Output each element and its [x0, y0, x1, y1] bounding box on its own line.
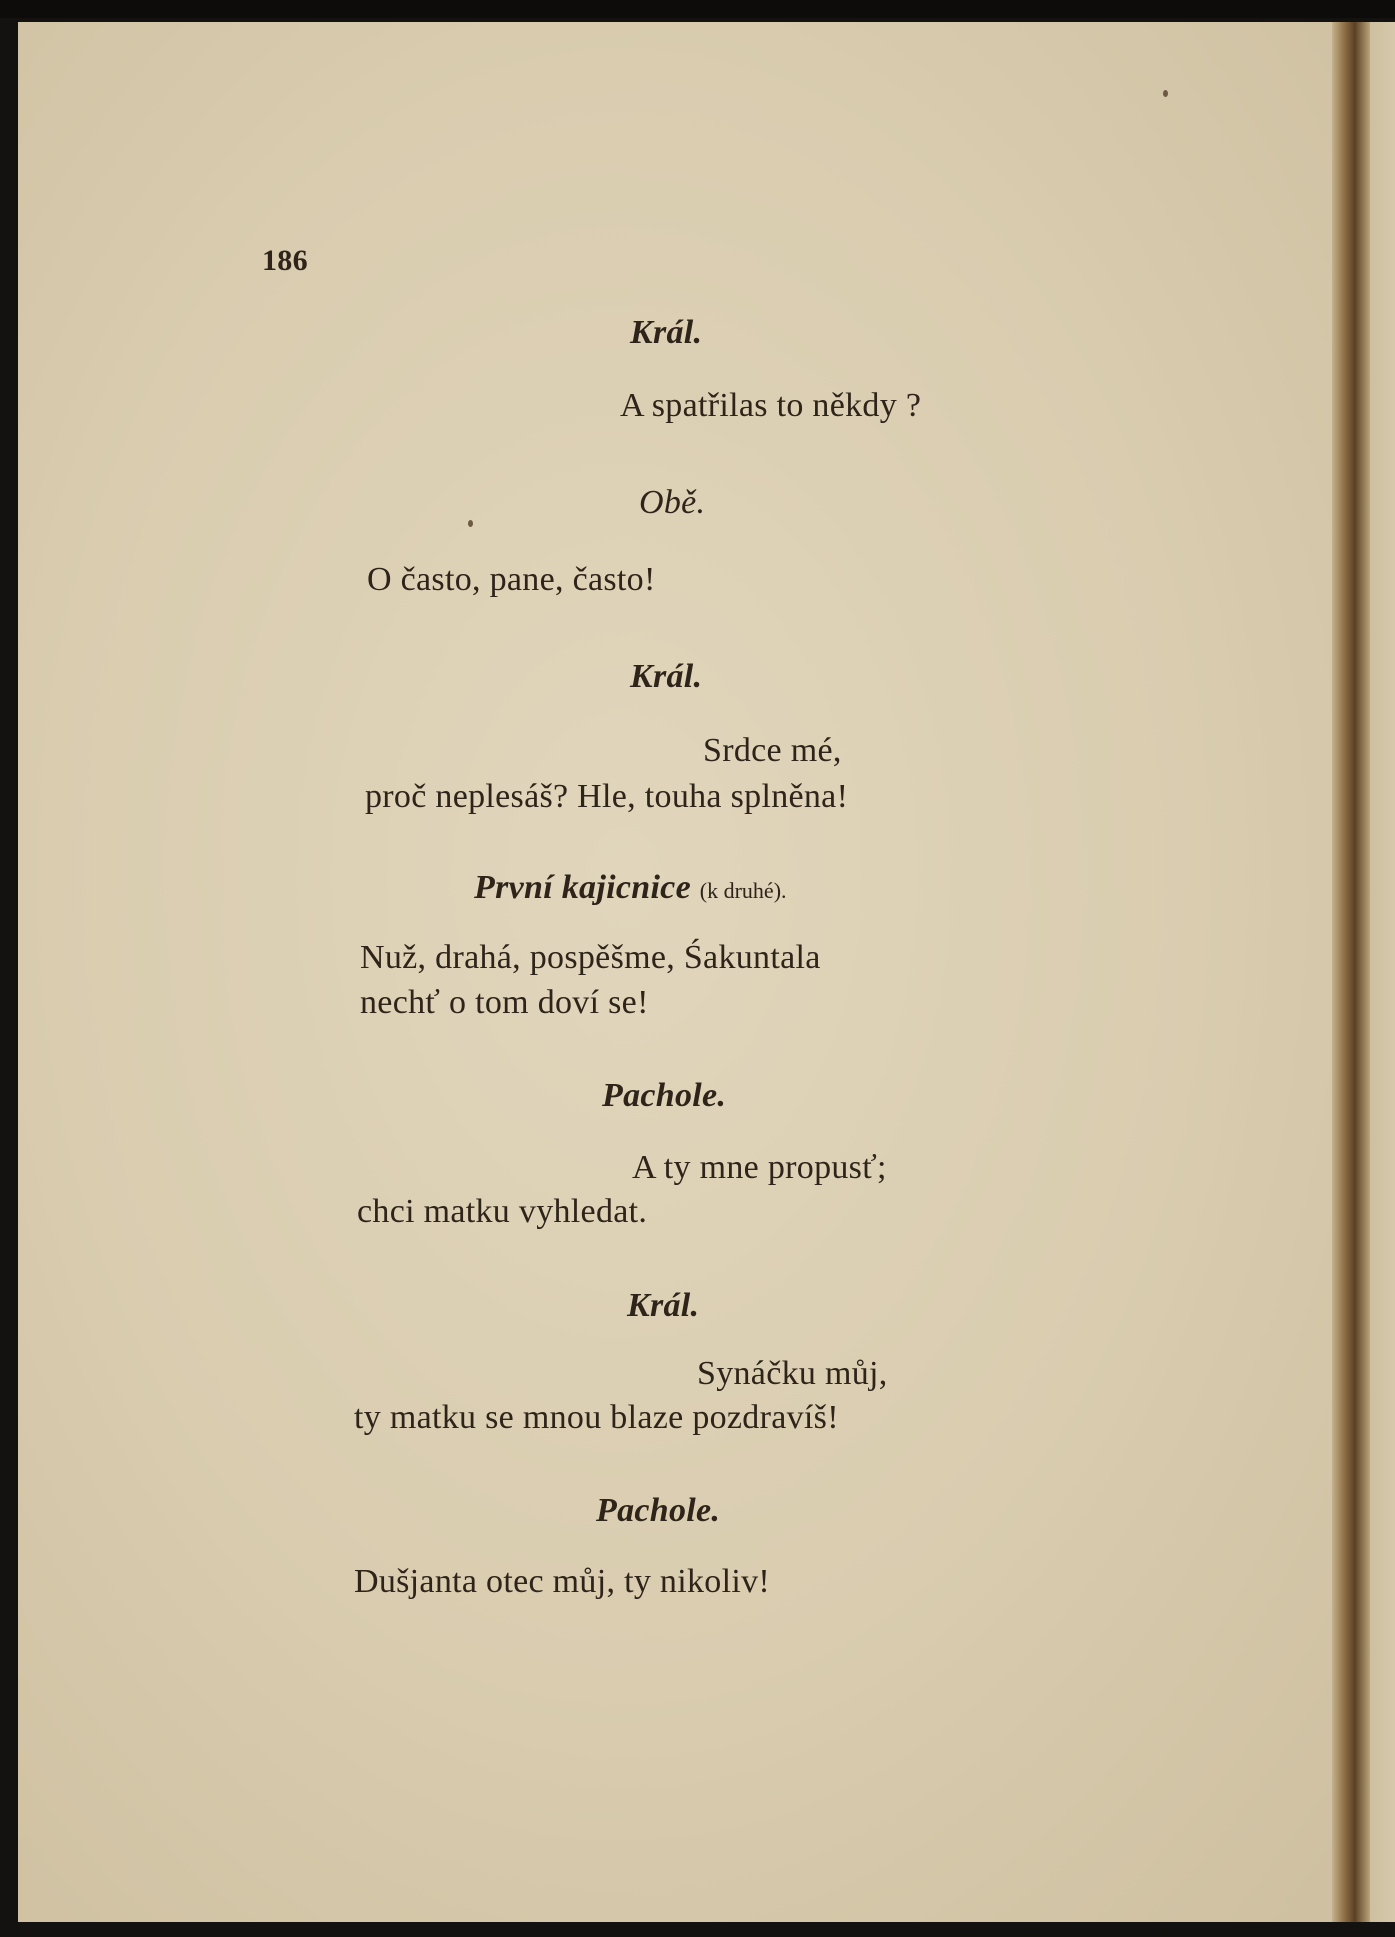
ink-speck: [1163, 90, 1168, 97]
verse-line: O často, pane, často!: [367, 561, 656, 598]
speaker-pachole: Pachole.: [602, 1077, 727, 1114]
book-spine-gutter: [1332, 22, 1370, 1922]
speaker-pachole: Pachole.: [596, 1492, 721, 1529]
ink-speck: [468, 520, 473, 527]
speaker-kral: Král.: [630, 314, 703, 351]
verse-line: A spatřilas to někdy ?: [620, 387, 922, 424]
stage-direction: (k druhé).: [699, 878, 787, 903]
scan-top-border: [0, 0, 1395, 18]
speaker-prvni-kajicnice: [474, 868, 787, 911]
verse-line: Dušjanta otec můj, ty nikoliv!: [354, 1563, 770, 1600]
verse-line: proč neplesáš? Hle, touha splněna!: [365, 778, 849, 815]
page-number: 186: [262, 244, 308, 277]
facing-page-edge: [1370, 22, 1395, 1922]
verse-line: Nuž, drahá, pospěšme, Śakuntala: [360, 939, 821, 976]
verse-line: ty matku se mnou blaze pozdravíš!: [354, 1399, 839, 1436]
speaker-obe: Obě.: [639, 484, 706, 521]
verse-line: Srdce mé,: [703, 732, 842, 769]
speaker-kral: Král.: [630, 658, 703, 695]
verse-line: Synáčku můj,: [697, 1355, 888, 1392]
verse-line: A ty mne propusť;: [632, 1149, 887, 1186]
verse-line: chci matku vyhledat.: [357, 1193, 648, 1230]
speaker-name: První kajicnice: [474, 869, 691, 906]
verse-line: nechť o tom doví se!: [360, 984, 649, 1021]
speaker-kral: Král.: [627, 1287, 700, 1324]
